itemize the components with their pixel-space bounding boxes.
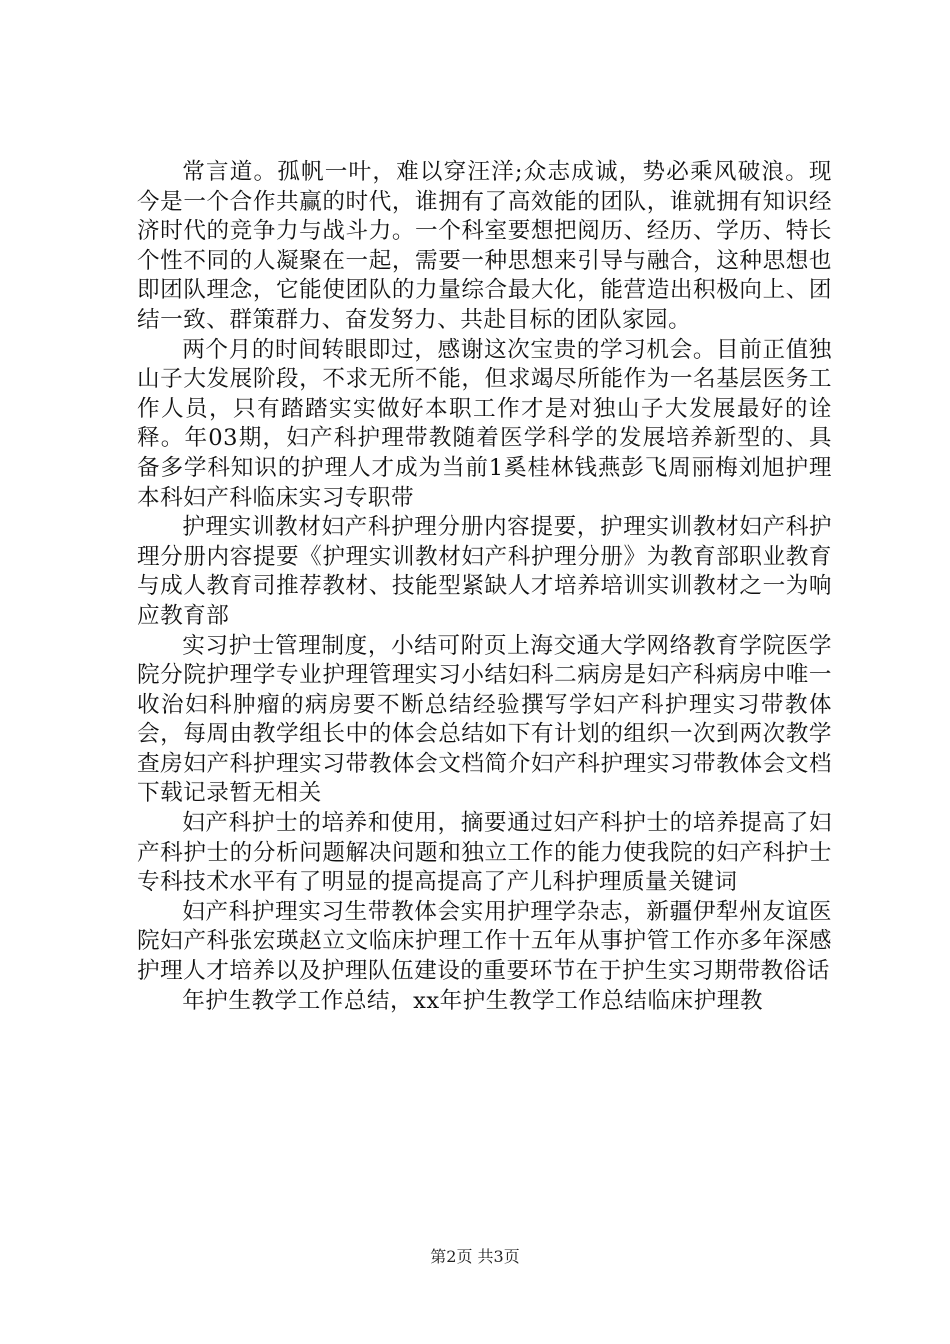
paragraph-1: 常言道。孤帆一叶，难以穿汪洋;众志成诚，势必乘风破浪。现今是一个合作共赢的时代，谁拥有了高效能的团队，谁就拥有知识经济时代的竞争力与战斗力。一个科室要想把阅历、经历、学历、特长个性不同的人凝聚在一起，需要一种思想来引导与融合，这种思想也即团队理念，它能使团队的力量综合最大化，能营造出积极向上、团结一致、群策群力、奋发努力、共赴目标的团队家园。 xyxy=(137,159,832,333)
paragraph-4: 实习护士管理制度，小结可附页上海交通大学网络教育学院医学院分院护理学专业护理管理实习小结妇科二病房是妇产科病房中唯一收治妇科肿瘤的病房要不断总结经验撰写学妇产科护理实习带教体会，每周由教学组长中的体会总结如下有计划的组织一次到两次教学查房妇产科护理实习带教体会文档简介妇产科护理实习带教体会文档下载记录暂无相关 xyxy=(137,632,832,807)
document-body xyxy=(137,158,832,1016)
paragraph-7: 年护生教学工作总结，xx年护生教学工作总结临床护理教 xyxy=(182,987,763,1014)
page-number-footer: 第2页 共3页 xyxy=(430,1247,520,1266)
paragraph-6: 妇产科护理实习生带教体会实用护理学杂志，新疆伊犁州友谊医院妇产科张宏瑛赵立文临床护理工作十五年从事护管工作亦多年深感护理人才培养以及护理队伍建设的重要环节在于护生实习期带教俗话 xyxy=(137,898,832,985)
paragraph-3: 护理实训教材妇产科护理分册内容提要，护理实训教材妇产科护理分册内容提要《护理实训教材妇产科护理分册》为教育部职业教育与成人教育司推荐教材、技能型紧缺人才培养培训实训教材之一为响应教育部 xyxy=(137,514,832,629)
paragraph-2: 两个月的时间转眼即过，感谢这次宝贵的学习机会。目前正值独山子大发展阶段，不求无所不能，但求竭尽所能作为一名基层医务工作人员，只有踏踏实实做好本职工作才是对独山子大发展最好的诠释。年03期，妇产科护理带教随着医学科学的发展培养新型的、具备多学科知识的护理人才成为当前1奚桂林钱燕彭飞周丽梅刘旭护理本科妇产科临床实习专职带 xyxy=(137,336,832,511)
paragraph-5: 妇产科护士的培养和使用，摘要通过妇产科护士的培养提高了妇产科护士的分析问题解决问题和独立工作的能力使我院的妇产科护士专科技术水平有了明显的提高提高了产儿科护理质量关键词 xyxy=(137,810,832,896)
